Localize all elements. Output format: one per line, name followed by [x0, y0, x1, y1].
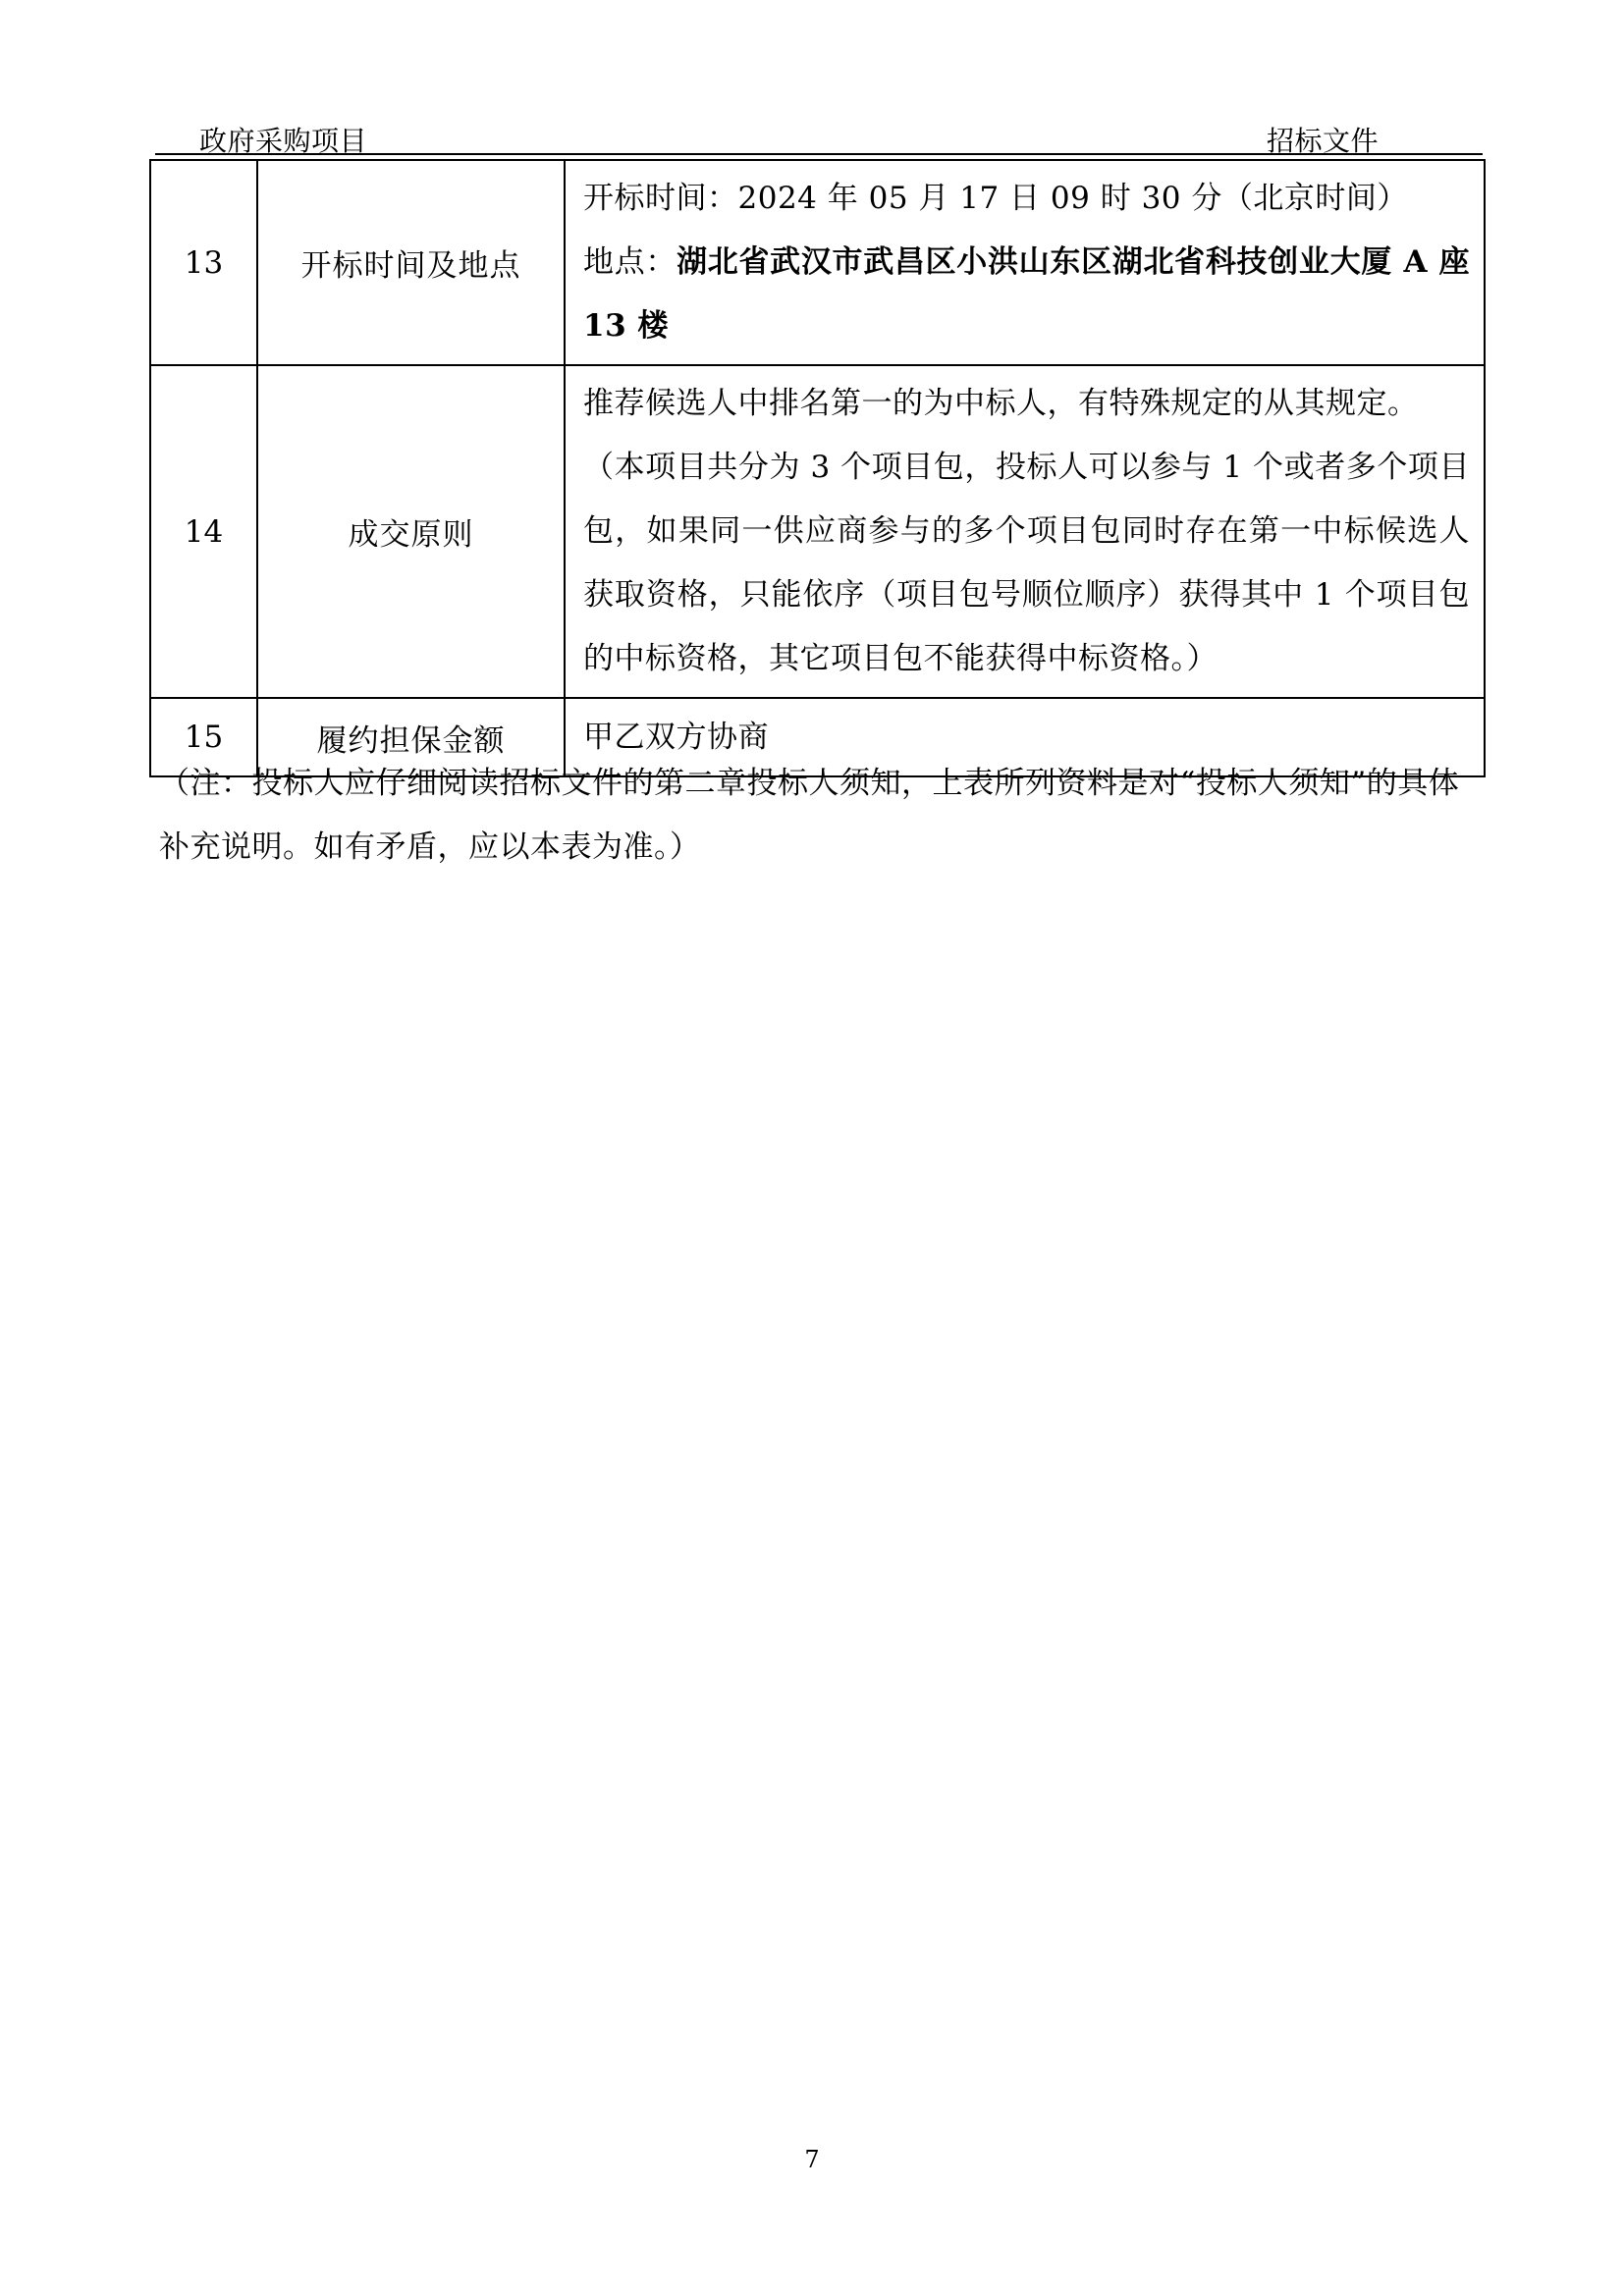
- header-right-title: 招标文件: [1267, 125, 1380, 157]
- row-content: 甲乙双方协商: [565, 698, 1485, 776]
- place-text: 湖北省武汉市武昌区小洪山东区湖北省科技创业大厦 A 座 13 楼: [583, 244, 1470, 344]
- row-number: 13: [150, 160, 257, 365]
- place-prefix: 地点：: [583, 244, 677, 280]
- table-row: [150, 160, 1485, 365]
- award-principle-line: 推荐候选人中排名第一的为中标人，有特殊规定的从其规定。: [583, 386, 1419, 421]
- row-number: 14: [150, 365, 257, 698]
- row-label: 开标时间及地点: [257, 160, 565, 365]
- row-label: 成交原则: [257, 365, 565, 698]
- page-number: 7: [804, 2146, 820, 2173]
- table-row: [150, 365, 1485, 698]
- table-note: （注：投标人应仔细阅读招标文件的第二章投标人须知，上表所列资料是对“投标人须知”的具体补充说明。如有矛盾，应以本表为准。）: [159, 766, 1460, 865]
- award-principle-detail: （本项目共分为 3 个项目包，投标人可以参与 1 个或者多个项目包，如果同一供应商参与的多个项目包同时存在第一中标候选人获取资格，只能依序（项目包号顺位顺序）获得其中 1 个项目包的中标资格，其它项目包不能获得中标资格。）: [583, 450, 1470, 676]
- info-table: [149, 159, 1486, 777]
- row-content: [565, 160, 1485, 365]
- row-label: 履约担保金额: [257, 698, 565, 776]
- opening-time: 开标时间：2024 年 05 月 17 日 09 时 30 分（北京时间）: [583, 181, 1408, 216]
- row-content: [565, 365, 1485, 698]
- header-left-title: 政府采购项目: [199, 125, 368, 157]
- page-header: [155, 116, 1483, 155]
- row-number: 15: [150, 698, 257, 776]
